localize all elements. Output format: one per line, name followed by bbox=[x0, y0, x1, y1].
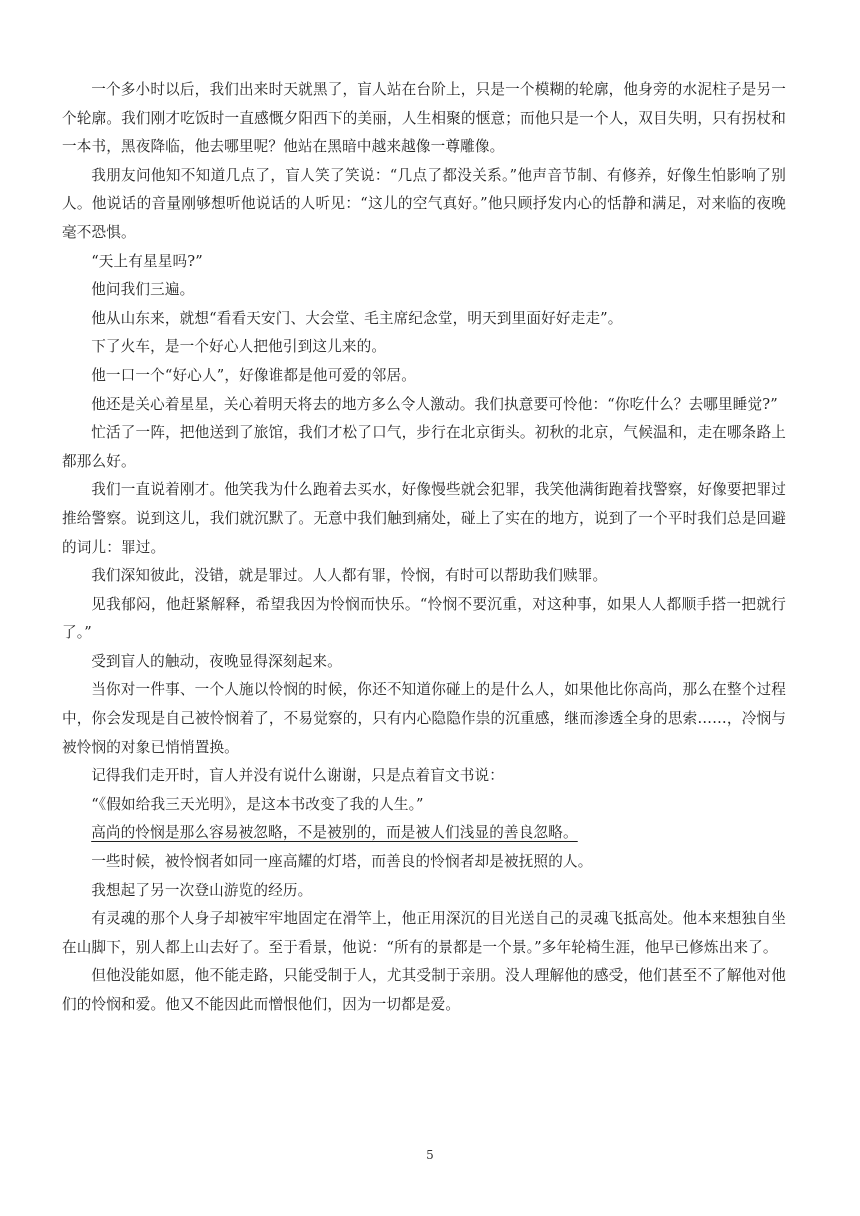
paragraph-text: “《假如给我三天光明》，是这本书改变了我的人生。” bbox=[91, 795, 424, 813]
paragraph-text: 受到盲人的触动，夜晚显得深刻起来。 bbox=[91, 652, 342, 670]
paragraph bbox=[62, 305, 786, 334]
paragraph-text: “天上有星星吗?” bbox=[91, 252, 203, 270]
paragraph bbox=[62, 676, 786, 762]
paragraph bbox=[62, 762, 786, 791]
paragraph bbox=[62, 476, 786, 562]
paragraph-text: 下了火车，是一个好心人把他引到这儿来的。 bbox=[91, 338, 387, 356]
paragraph-text: 一个多小时以后，我们出来时天就黑了，盲人站在台阶上，只是一个模糊的轮廓，他身旁的水泥柱子是另一个轮廓。我们刚才吃饭时一直感慨夕阳西下的美丽，人生相聚的惬意；而他只是一个人，双目失明，只有拐杖和一本书，黑夜降临，他去哪里呢？他站在黑暗中越来越像一尊雕像。 bbox=[62, 81, 786, 156]
paragraph-text: 忙活了一阵，把他送到了旅馆，我们才松了口气，步行在北京街头。初秋的北京，气候温和，走在哪条路上都那么好。 bbox=[62, 424, 786, 470]
paragraph bbox=[62, 791, 786, 820]
paragraph bbox=[62, 333, 786, 362]
paragraph-text: 他从山东来，就想“看看天安门、大会堂、毛主席纪念堂，明天到里面好好走走”。 bbox=[91, 309, 623, 327]
paragraph-text: 记得我们走开时，盲人并没有说什么谢谢，只是点着盲文书说： bbox=[91, 767, 505, 785]
paragraph-text: 他一口一个“好心人”，好像谁都是他可爱的邻居。 bbox=[91, 366, 417, 384]
paragraph bbox=[62, 419, 786, 476]
paragraph-text: 我们深知彼此，没错，就是罪过。人人都有罪，怜悯，有时可以帮助我们赎罪。 bbox=[91, 567, 608, 585]
paragraph-text: 他还是关心着星星，关心着明天将去的地方多么令人激动。我们执意要可怜他：“你吃什么？去哪里睡觉?” bbox=[91, 395, 778, 413]
paragraph-text: 有灵魂的那个人身子却被牢牢地固定在滑竿上，他正用深沉的目光送自己的灵魂飞抵高处。他本来想独自坐在山脚下，别人都上山去好了。至于看景，他说：“所有的景都是一个景。”多年轮椅生涯，他早已修炼出来了。 bbox=[62, 910, 786, 956]
paragraph-text: 见我郁闷，他赶紧解释，希望我因为怜悯而快乐。“怜悯不要沉重，对这种事，如果人人都顺手搭一把就行了。” bbox=[62, 595, 786, 642]
paragraph bbox=[62, 162, 786, 248]
paragraph bbox=[62, 391, 786, 420]
underlined-sentence: 高尚的怜悯是那么容易被忽略，不是被别的，而是被人们浅显的善良忽略。 bbox=[91, 824, 578, 842]
page-number: 5 bbox=[426, 1148, 434, 1162]
paragraph bbox=[62, 591, 786, 648]
paragraph bbox=[62, 362, 786, 391]
paragraph-text: 我朋友问他知不知道几点了，盲人笑了笑说：“几点了都没关系。”他声音节制、有修养，好像生怕影响了别人。他说话的音量刚够想听他说话的人听见：“这儿的空气真好。”他只顾抒发内心的恬静和满足，对来临的夜晚毫不恐惧。 bbox=[62, 166, 786, 241]
paragraph bbox=[62, 962, 786, 1019]
paragraph bbox=[62, 276, 786, 305]
paragraph bbox=[62, 76, 786, 162]
paragraph bbox=[62, 877, 786, 906]
paragraph-text: 我们一直说着刚才。他笑我为什么跑着去买水，好像慢些就会犯罪，我笑他满街跑着找警察，好像要把罪过推给警察。说到这儿，我们就沉默了。无意中我们触到痛处，碰上了实在的地方，说到了一个平时我们总是回避的词儿：罪过。 bbox=[62, 481, 786, 556]
paragraph bbox=[62, 848, 786, 877]
paragraph bbox=[62, 562, 786, 591]
paragraph bbox=[62, 648, 786, 677]
paragraph bbox=[62, 248, 786, 277]
paragraph-text: 但他没能如愿，他不能走路，只能受制于人，尤其受制于亲朋。没人理解他的感受，他们甚至不了解他对他们的怜悯和爱。他又不能因此而憎恨他们，因为一切都是爱。 bbox=[62, 967, 786, 1013]
paragraph-text: 我想起了另一次登山游览的经历。 bbox=[91, 881, 313, 899]
paragraph-text: 他问我们三遍。 bbox=[91, 281, 195, 299]
paragraph bbox=[62, 819, 786, 848]
paragraph-text: 当你对一件事、一个人施以怜悯的时候，你还不知道你碰上的是什么人，如果他比你高尚，那么在整个过程中，你会发现是自己被怜悯着了，不易觉察的，只有内心隐隐作祟的沉重感，继而渗透全身的思索……，冷悯与被怜悯的对象已悄悄置换。 bbox=[62, 681, 786, 756]
paragraph bbox=[62, 905, 786, 962]
document-body bbox=[62, 76, 786, 1020]
paragraph-text: 一些时候，被怜悯者如同一座高耀的灯塔，而善良的怜悯者却是被抚照的人。 bbox=[91, 853, 593, 871]
